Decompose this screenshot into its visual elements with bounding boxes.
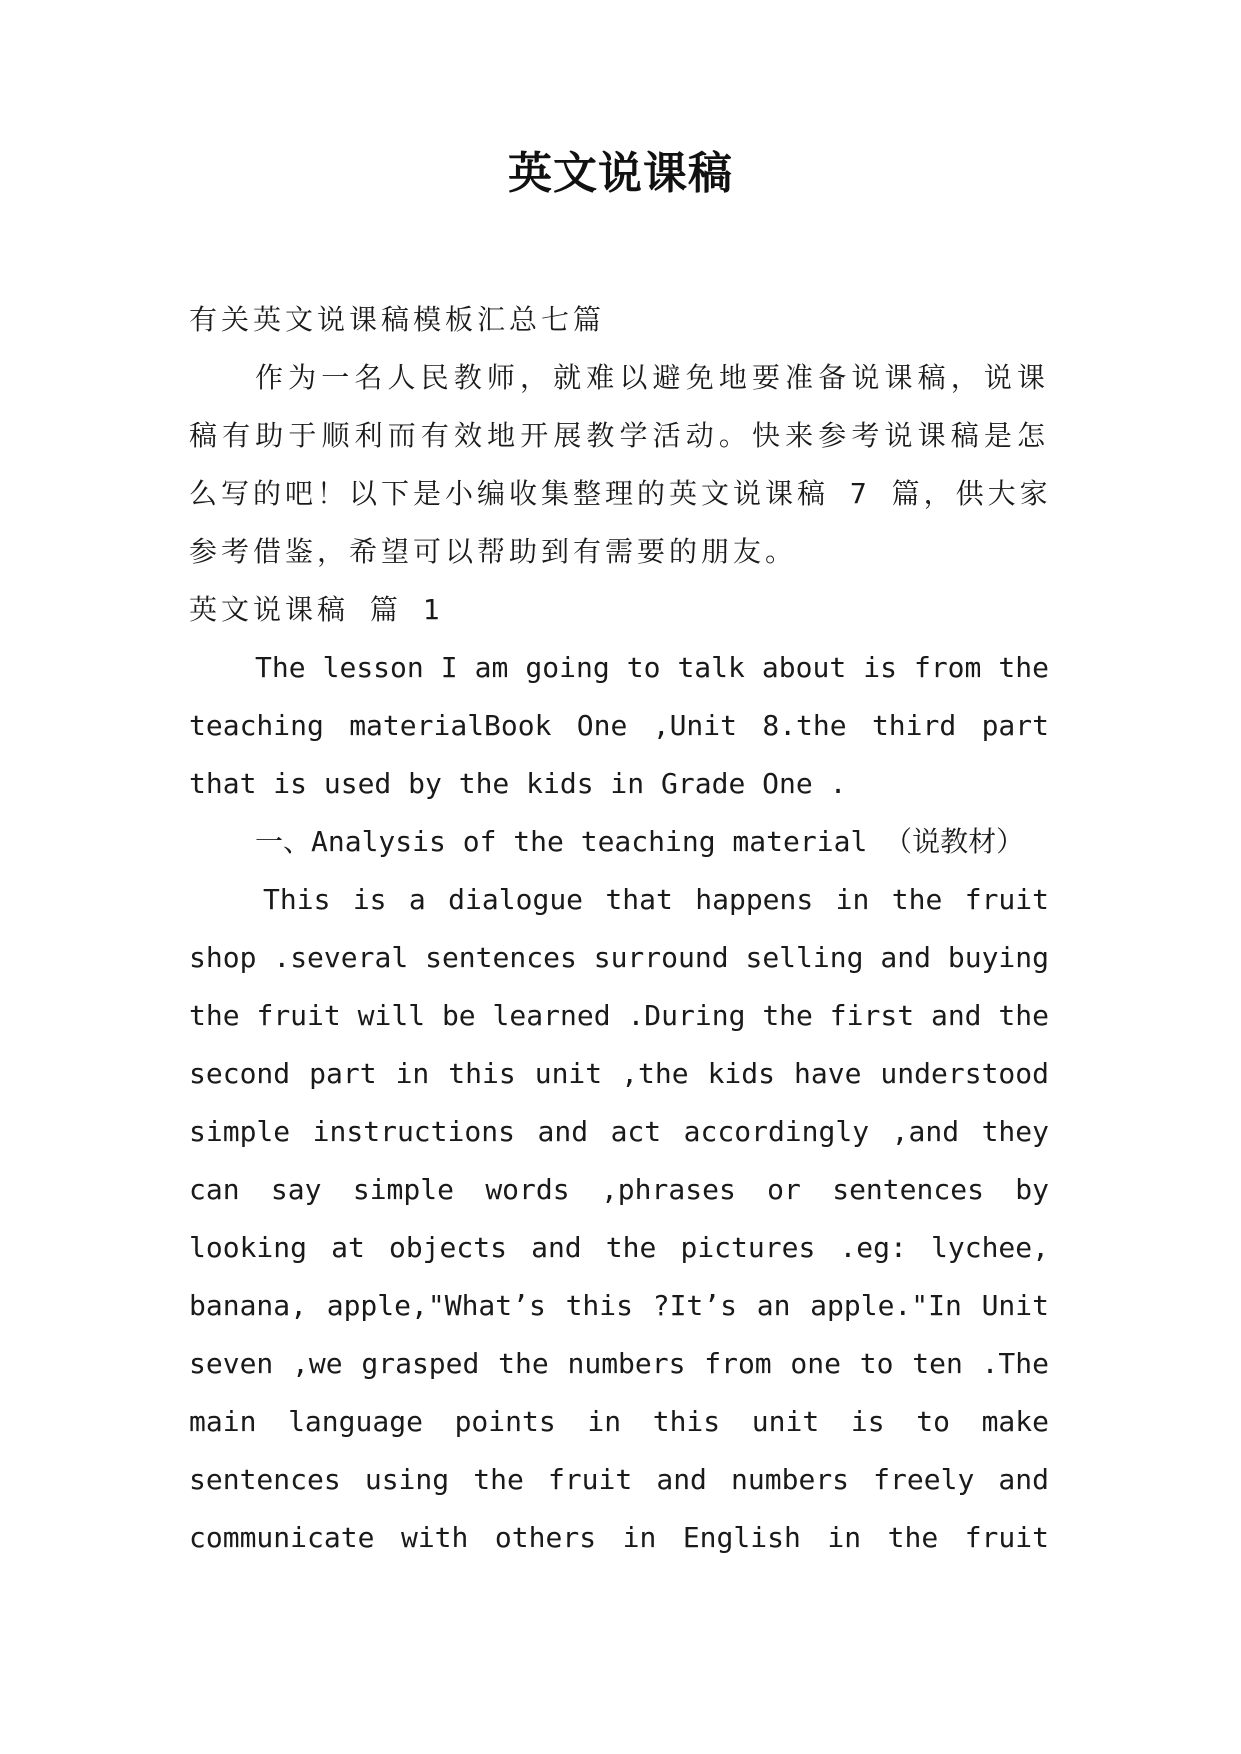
intro-line: 么写的吧！以下是小编收集整理的英文说课稿 7 篇，供大家 <box>189 477 1052 510</box>
paragraph-line: that is used by the kids in Grade One . <box>189 767 847 800</box>
paragraph-line: The lesson I am going to talk about is from the <box>255 651 1049 684</box>
analysis-heading-block <box>189 813 1049 871</box>
intro-paragraph <box>189 349 1052 581</box>
paragraph-line: banana, apple,"What’s this ?It’s an apple."In Unit <box>189 1289 1049 1322</box>
paragraph-line: can say simple words ,phrases or sentences by <box>189 1173 1049 1206</box>
paragraph-line: seven ,we grasped the numbers from one to ten .The <box>189 1347 1049 1380</box>
document-body <box>189 291 1052 1567</box>
paragraph-line: looking at objects and the pictures .eg: lychee, <box>189 1231 1049 1264</box>
section-heading: 英文说课稿 篇 1 <box>189 593 444 626</box>
document-title: 英文说课稿 <box>508 148 733 199</box>
paragraph-line: teaching materialBook One ,Unit 8.the third part <box>189 709 1049 742</box>
intro-line: 参考借鉴，希望可以帮助到有需要的朋友。 <box>189 535 798 568</box>
document-subtitle: 有关英文说课稿模板汇总七篇 <box>189 303 606 336</box>
analysis-heading: 一、Analysis of the teaching material （说教材） <box>255 825 1025 858</box>
paragraph-line: simple instructions and act accordingly ,and they <box>189 1115 1049 1148</box>
paragraph-line: second part in this unit ,the kids have understood <box>189 1057 1049 1090</box>
paragraph-line: sentences using the fruit and numbers freely and <box>189 1463 1049 1496</box>
intro-line: 作为一名人民教师，就难以避免地要准备说课稿，说课 <box>255 361 1049 394</box>
paragraph-line: main language points in this unit is to make <box>189 1405 1049 1438</box>
paragraph-line: the fruit will be learned .During the first and the <box>189 999 1049 1032</box>
paragraph-line: communicate with others in English in the fruit <box>189 1521 1049 1554</box>
analysis-paragraph <box>189 871 1049 1567</box>
paragraph-line: shop .several sentences surround selling and buying <box>189 941 1049 974</box>
lesson-paragraph <box>189 639 1049 813</box>
paragraph-line: This is a dialogue that happens in the fruit <box>263 883 1049 916</box>
intro-line: 稿有助于顺利而有效地开展教学活动。快来参考说课稿是怎 <box>189 419 1049 452</box>
